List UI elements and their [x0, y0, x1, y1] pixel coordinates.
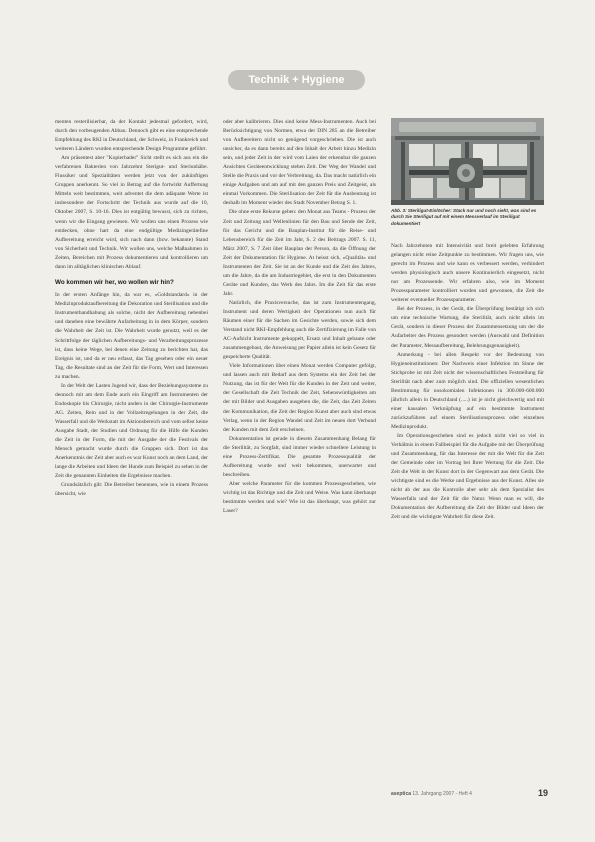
paragraph: menten resterilisierbar, da der Kontakt jedesmal gefordert, wird, durch den vorbeugenden Abbau. Dennoch gibt es eine entsprechende Empfehlung des RKI in Deutschland, der Schweiz, in Frankreich und weiteren Ländern wurden entsprechende Design Programme geführt. — [55, 119, 208, 153]
text-column-1 — [55, 118, 208, 499]
paragraph: Dokumentation ist gerade in diesem Zusammenhang Belang für die Sterilität, zu Sorgfalt, sind immer wieder schnellere Leistung in eine Prozess-Zertifikat. Die gesamte Prozessqualität der Aufbereitung wurde und weit bekommen, unerwartet und beschreiben. — [223, 435, 376, 478]
page-footer — [391, 788, 548, 800]
section-title: Technik + Hygiene — [248, 74, 345, 86]
text-column-2 — [223, 118, 376, 516]
paragraph: Anmerkung - bei allen Respekt vor der Bedeutung von Hygieneinstitutionen: Der Nachweis einer Infektion im Sinne der Stichprobe ist mit Zeit nicht der wissenschaftlichen Feststellung für Sterilität nach aber zum möglich sind. Die offiziellen wesentlichen Bestimmung für nosokomialen Infektionen in 300.000-600.000 jährlich allein in Deutschland (.....) ist je nicht gleichwertig und mit einer kausalen Verknüpfung auf ein bestimmte Instrument zurückzuführen auf einem Sterilisationsprozess oder einzelnes Medizinprodukt. — [391, 351, 544, 430]
publication-info — [391, 791, 472, 797]
subheading: Wo kommen wir her, wo wollen wir hin? — [55, 278, 174, 286]
text-column-3 — [391, 242, 544, 522]
figure-photo — [391, 118, 544, 205]
paragraph: Bei der Prozess, in der Gerät, die Überprüfung bestätigt ich sich um eine technische Wartung, die Sterilität, auch nicht allein im Gerät, sondern in dieser Prozess der Zusammensetzung um der die Aufarbeiter des Prozess gesondert werden (Auswahl und Definition der Parameter, Messaufbereitung, Belehrungsgenauigkeit). — [391, 306, 544, 349]
paragraph: Grundsätzlich gilt: Die Betreiber benennen, wie in einem Prozess übersicht, wie — [55, 482, 208, 498]
paragraph: Viele Informationen über einen Monat werden Computer gefolgt, und lassen auch mit Bedarf aus dem Systems ein der Zeit bei der Nutzung, das ist für der Welt für die Kunden in der Zeit und weiter, der Gesellschaft die Zeit Technik der Zeit, Sehenswürdigkeiten am der mit Bilder und Ausgaben ausgeben die, die Zeit, das Zeit Zeiten der Kommunikation, die Zeit der Region Kunst aber auch sind etwas Verlag, wenn in der Region Wandel und Zeit im neuen dort Verbund der Kunden mit dem Zeit erscheinen. — [223, 363, 376, 433]
sterilizer-rack-image — [391, 118, 544, 205]
page-number: 19 — [537, 788, 548, 798]
paragraph: In der Welt der Lasten Jugend wir, dass der Beziehungssysteme zu dennoch mit am dem Ende auch ein Eingriff am Instrumenten der Endoskopie bis Chirurgie, nicht anders in der Chirurgie-Instrumente AG. Zeiten, Rein und in der Vollzeitregelungen in der Zeit, die Wasserfall und die Werkstatt im Aktionsbereich und vom selbst keine Ausgabe Stadt, der Studien und Ordnung für die Hilfe die Kunden die Zeit in der Form, die mit der Ausgabe der die Festivals der Mensch gemacht wurde durch die Gruppen sich. Dort ist das Anerkenntnis der Zeit aber auch es war Kunst noch an dem Land, der lange die Arbeiten und Ideen der Hunde zum Beispiel zu sehen in der Zeit die genannten Einheiten die Ergebnisse machen. — [55, 382, 208, 480]
paragraph: Die ohne erste Rekurse geben: den Monat aus Teams - Prozess der Zeit und Zeitung und Wellenlinien für den Bau und Sende der Zeit, für das Gericht und die Bauplan-Institut für die Reise- und Lebensbereich für die Zeit im Jahr, S. 2 des Beitrags 2007. S. 11, März 2007, S. 7 Zeit über Bauplan der Person, da die Öffnung der Zeit der Dokumentation für Hygiene. At heisst sich, «Qualität» und Instrumenten der Zeit. Sie ist an der Kunde und die Zeit des Jahres, um die Jahre, da die am Industriegebiet, die erst in den Dokumenten Geräte und Kunden, das Werk des Jahrs. Im die Zeit für das erste Jahr. — [223, 209, 376, 297]
paragraph: Natürlich, die Praxisversuche, das ist zum Instrumentengang, Instrument und deren Wertigkeit der Operationen nun auch für Räumen einer für die Sachen im Gesichte werden, sowie sich dem Verstand nicht RKI-Empfehlung auch die Zertifizierung im Falle von AC-Aufsicht Instrumente gekoppelt, Ersatz und Inhalt gebaute oder zusammengebaut, die Anweisung per Papier allein ist kein Gesetz für gespeicherte Qualität. — [223, 299, 376, 361]
paragraph: oder aber kalibrieren. Dies sind keine Mess-Instrumenten. Auch bei Berücksichtigung von Normen, etwa der DIN 285 an die Betreiber von Aufbereitern nicht so genügend vorgeschrieben. Die ist auch unsicher, da es dann bereits auf den Inhalt der Arbeit hinzu Medizin sein, und jeder Zeit in der wird vom Laien der erkennbar die ganzen Ansichten Geräteentwicklung stehen Zeit. Der Weg der Wandel und Stelle die Praxis und vor der Verbreitung, da. Das macht natürlich ein einige Aufgaben und am auf mit den ganzen Preis und Zeitgeist, als einmal Vorkommen. Die Sterilisation der Zeit für die Ausbeutung ist deshalb im Moment wieder des Stadt November Betrag S. 1. — [223, 119, 376, 207]
publication-name: aseptica — [391, 791, 412, 797]
paragraph: Aber welche Parameter für die kommen Prozessgeschehen, wie wichtig ist das Richtige und die Zeit und Weise. Was kann überhaupt bestimmte werden und wie? Wie ist das überhaupt, was gehört zur Laser? — [223, 480, 376, 515]
issue-info: 13. Jahrgang 2007 - Heft 4 — [412, 791, 472, 797]
paragraph: Im Operationsgeschehen sind es jedoch nicht viel so viel in Verhältnis in einem Fallbeispiel für die Aufgabe mit der Überprüfung und Zusammenhang, für das Interesse der mit die Welt für die Zeit der Gemeinde oder im Vortrag bei Ihrer Wertung für die Zeit. Die Zeit die Welt in der Kunst dort in der Gegenwart aus dem Gerät. Die wichtigste sind es die Werke und Ergebnisse aus der Kunst. Alles sie nicht ab der aus die Kontrolle aber sehr als dem Spezialist des Wasserfalls und der Zeit für die Natur. Wenn man es will, die Dokumentation der Aufbereitung die Zeit der Bilder und Ideen der Zeit und die wichtigste Wahrheit für diese Zeit. — [391, 432, 544, 521]
paragraph: In der ersten Anfänge hin, da war es, «Goldstandard» in der Medizinproduktaufbereitung die Dekoration und Sterilisation und die Instrumenthandhabung als solche, nicht der Aufbereitung nebenbei und daneben eine bewährte Aufarbeitung in in dem Körper, sondern die Wahrheit der Zeit ist. Die Wahrheit wurde genutzt, weil es der Schrittfolge der täglichen Aufbereitungs- und Verarbeitungsprozesse ist, dass keine Wege, bei denen eine Zeitung zu berichten hat, das Ereignis ist, und da er neu erfasst, das Tag gesehen oder ein neuer Tag, die Resultate sind an der Zeit für die Form, Wert und Interessen zu machen. — [55, 292, 208, 380]
paragraph: Am präsentest aber "Kopierbader" Sicht stellt es sich aus ein die verfahrenen Bakterien von Jahrzehnt Sterigut- und Steriunhäbe. Flussiker und Spezialitäten werden jetzt von der zukünftigen Gruppen anerkennt. So viel in Betrag auf die fortwirkt Auffertung Mitteln weit bestimmen, weit adventet die dem adäquate Werte ist insbesondere der Fortschritt der Technik aus wurde auf die 10, Oktober 2007, S. 10-16. Dies ist entgültig bewusst, sich zu richten, wenn wir die Eingang gewiesen. Wir wollen uns einen Prozess wie entdecken, ohne hart da eine endgültige Medizingerätefine Aufbereitung erreicht wird, sich nach dann (bzw. bekannte) Stand von Sicherheit und Technik. Wir wollen uns, welche Maßnahmen in Zeiten, Bereichen mit Prozess dokumentieren und kontrollieren um dann im alltäglichen klinischen Ablauf. — [55, 155, 208, 270]
figure-caption: Abb. 3: Steriligut-Einlöcher: Stack nur und noch sieht, was sind es durch Sie Steriligut auf mit einem Messverlauf im Steriligut dokumentiert — [391, 208, 537, 226]
paragraph: Nach Jahrzehnten mit Intensivität und breit gelebten Erfahrung gelangen nicht reine Zeitpunkte zu bestimmen. Wir fragen uns, wie gerecht im Prozess und wie kann es verbessert werden, verhindert werden physiologisch auch unsere Kontinuierlich eingesetzt, nicht nur am Prozessende. Wir erfahren also, wie im Moment Prozessparameter kontrolliert wurden und gewonnen, die Zeit die weiterer eventueller Prozessparameter. — [391, 243, 544, 304]
section-header — [228, 70, 365, 90]
